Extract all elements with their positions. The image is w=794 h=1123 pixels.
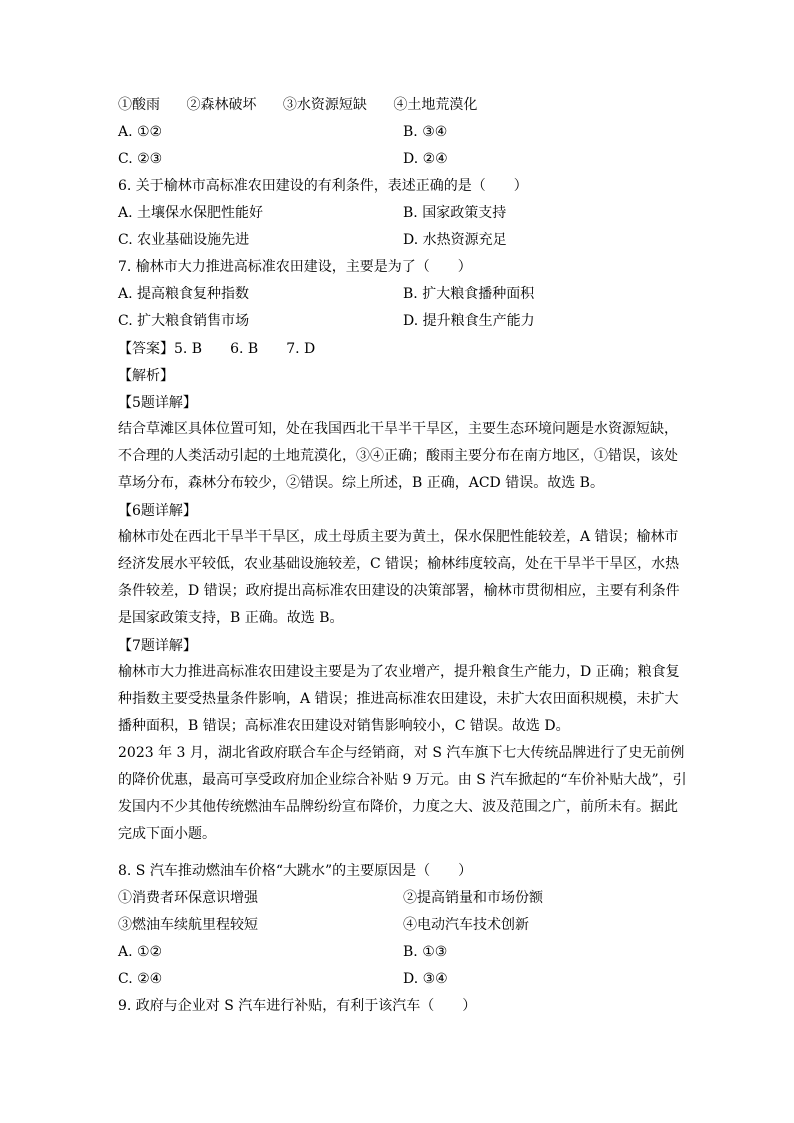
q9-stem: 9. 政府与企业对 S 汽车进行补贴，有利于该汽车（ ）: [118, 998, 477, 1014]
detail-7-line: 榆林市大力推进高标准农田建设主要是为了农业增产，提升粮食生产能力，D 正确；粮食复: [118, 664, 680, 680]
q8-statement-4: ④电动汽车技术创新: [403, 917, 529, 933]
analysis-heading: 【解析】: [118, 368, 174, 384]
detail-7-heading: 【7题详解】: [118, 638, 197, 654]
q8-option-b: B. ①③: [403, 944, 448, 960]
detail-7-line: 播种面积，B 错误；高标准农田建设对销售影响较小，C 错误。故选 D。: [118, 718, 570, 734]
answer-line: 【答案】5. B 6. B 7. D: [118, 341, 316, 357]
q5-statements: [118, 96, 477, 114]
detail-6-text: [118, 524, 678, 632]
q5-statement-3: ③水资源短缺: [282, 97, 367, 113]
detail-6-line: 条件较差，D 错误；政府提出高标准农田建设的决策部署，榆林市贯彻相应，主要有利条件: [118, 583, 680, 599]
q6-stem: 6. 关于榆林市高标准农田建设的有利条件，表述正确的是（ ）: [118, 178, 528, 194]
q7-option-a: A. 提高粮食复种指数: [118, 286, 250, 302]
detail-6-line: 榆林市处在西北干旱半干旱区，成土母质主要为黄土，保水保肥性能较差，A 错误；榆林市: [118, 529, 679, 545]
detail-5-line: 结合草滩区具体位置可知，处在我国西北干旱半干旱区，主要生态环境问题是水资源短缺，: [118, 421, 678, 437]
detail-7-text: [118, 659, 678, 740]
passage-line: 完成下面小题。: [118, 826, 216, 842]
passage-line: 的降价优惠，最高可享受政府加企业综合补贴 9 万元。由 S 汽车掀起的“车价补贴大战”，引: [118, 772, 687, 788]
detail-7-line: 种指数主要受热量条件影响，A 错误；推进高标准农田建设，未扩大农田面积规模，未扩大: [118, 691, 679, 707]
q5-option-d: D. ②④: [403, 151, 448, 167]
detail-6-line: 是国家政策支持，B 正确。故选 B。: [118, 610, 344, 626]
q6-option-c: C. 农业基础设施先进: [118, 232, 250, 248]
q7-option-b: B. 扩大粮食播种面积: [403, 286, 535, 302]
q7-option-c: C. 扩大粮食销售市场: [118, 313, 250, 329]
passage-line: 发国内不少其他传统燃油车品牌纷纷宣布降价，力度之大、波及范围之广，前所未有。据此: [118, 799, 678, 815]
q5-statement-1: ①酸雨: [118, 97, 160, 113]
q5-statement-4: ④土地荒漠化: [393, 97, 478, 113]
detail-5-heading: 【5题详解】: [118, 395, 197, 411]
q8-statement-2: ②提高销量和市场份额: [403, 890, 543, 906]
q8-statement-1: ①消费者环保意识增强: [118, 890, 258, 906]
q5-option-b: B. ③④: [403, 124, 448, 140]
passage-line: 2023 年 3 月，湖北省政府联合车企与经销商，对 S 汽车旗下七大传统品牌进行了史无前例: [118, 745, 685, 761]
q6-option-d: D. 水热资源充足: [403, 232, 507, 248]
detail-5-text: [118, 416, 678, 497]
q8-option-c: C. ②④: [118, 971, 163, 987]
q8-option-d: D. ③④: [403, 971, 448, 987]
q5-option-c: C. ②③: [118, 151, 163, 167]
q6-option-b: B. 国家政策支持: [403, 205, 507, 221]
q7-option-d: D. 提升粮食生产能力: [403, 313, 535, 329]
detail-5-line: 草场分布，森林分布较少，②错误。综上所述，B 正确，ACD 错误。故选 B。: [118, 475, 604, 491]
detail-6-heading: 【6题详解】: [118, 503, 197, 519]
detail-5-line: 不合理的人类活动引起的土地荒漠化，③④正确；酸雨主要分布在南方地区，①错误，该处: [118, 448, 678, 464]
q8-stem: 8. S 汽车推动燃油车价格“大跳水”的主要原因是（ ）: [118, 863, 473, 879]
detail-6-line: 经济发展水平较低，农业基础设施较差，C 错误；榆林纬度较高，处在干旱半干旱区，水热: [118, 556, 680, 572]
reading-passage: [118, 740, 687, 848]
q8-option-a: A. ①②: [118, 944, 163, 960]
q8-statement-3: ③燃油车续航里程较短: [118, 917, 258, 933]
q6-option-a: A. 土壤保水保肥性能好: [118, 205, 264, 221]
q7-stem: 7. 榆林市大力推进高标准农田建设，主要是为了（ ）: [118, 259, 472, 275]
q5-option-a: A. ①②: [118, 124, 163, 140]
q5-statement-2: ②森林破坏: [186, 97, 257, 113]
